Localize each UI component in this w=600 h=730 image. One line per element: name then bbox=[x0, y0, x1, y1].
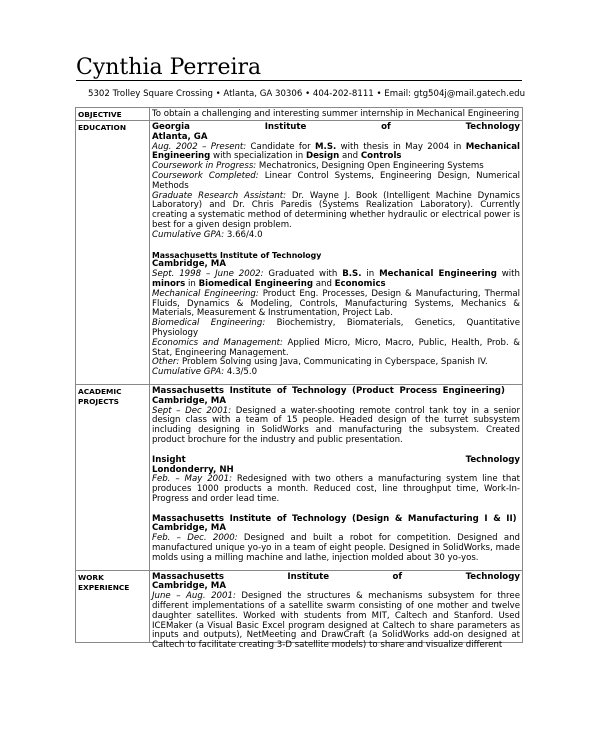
work-experience-content bbox=[150, 570, 523, 651]
work-experience-label: WORK EXPERIENCE bbox=[76, 570, 150, 642]
objective-text bbox=[150, 108, 523, 121]
project-description: Feb. – May 2001: Redesigned with two others a manufacturing system line that produces 1000 products a month. Reduced cost, line throughput time, Work-In-Progress and order lead time. bbox=[152, 474, 520, 504]
project-location: Cambridge, MA bbox=[152, 395, 226, 406]
school-georgia-tech: Georgia Institute of Technology bbox=[152, 122, 520, 132]
work-org: Massachusetts Institute of Technology bbox=[152, 571, 520, 582]
objective-row bbox=[76, 108, 523, 121]
coursework-progress: Coursework in Progress: Mechatronics, Designing Open Engineering Systems bbox=[152, 161, 484, 172]
objective-label: OBJECTIVE bbox=[76, 108, 150, 121]
degree-ms: Aug. 2002 – Present: Candidate for M.S. with thesis in May 2004 in Mechanical Engineering with specialization in Design and Controls bbox=[152, 141, 520, 162]
project-location: Cambridge, MA bbox=[152, 523, 226, 534]
school-location: Cambridge, MA bbox=[152, 259, 226, 270]
gpa-mit: Cumulative GPA: 4.3/5.0 bbox=[152, 367, 258, 378]
project-location: Londonderry, NH bbox=[152, 464, 234, 475]
coursework-bme: Biomedical Engineering: Biochemistry, Biomaterials, Genetics, Quantitative Physiology bbox=[152, 318, 520, 338]
resume-name: Cynthia Perreira bbox=[76, 55, 262, 80]
academic-projects-row bbox=[76, 384, 523, 570]
work-description: June – Aug. 2001: Designed the structures & mechanisms subsystem for three different implementations of a satellite swarm consisting of one mother and twelve daughter satellites. Worked with students from MIT, Caltech and Stanford. Used ICEMaker (a Visual Basic Excel program designed at Caltech to share parameters as inputs and outputs), NetMeeting and DrawCraft (a SolidWorks add-on designed at Caltech to facilitate creating 3-D satellite models) to share and visualize different bbox=[152, 591, 520, 651]
project-description: Feb. – Dec. 2000: Designed and built a robot for competition. Designed and manufactured unique yo-yo in a team of eight people. Designed in SolidWorks, made molds using a milling machine and lathe, injection molded about 30 yo-yos. bbox=[152, 533, 520, 563]
contact-line: 5302 Trolley Square Crossing • Atlanta, GA 30306 • 404-202-8111 • Email: gtg504j@mail.gatech.edu bbox=[88, 89, 526, 99]
gpa-georgia-tech: Cumulative GPA: 3.66/4.0 bbox=[152, 229, 263, 240]
coursework-me: Mechanical Engineering: Product Eng. Processes, Design & Manufacturing, Thermal Fluids, Dynamics & Modeling, Controls, Manufacturing Systems, Mechanics & Materials, Measurement & Instrumentation, Project Lab. bbox=[152, 288, 521, 319]
work-location: Cambridge, MA bbox=[152, 581, 226, 592]
resume-table bbox=[75, 107, 523, 651]
education-label: EDUCATION bbox=[76, 121, 150, 385]
school-mit: Massachusetts Institute of Technology bbox=[152, 250, 322, 260]
name-underline bbox=[76, 80, 522, 81]
coursework-other: Other: Problem Solving using Java, Communicating in Cyberspace, Spanish IV. bbox=[152, 357, 488, 368]
objective-statement: To obtain a challenging and interesting summer internship in Mechanical Engineering bbox=[152, 109, 520, 119]
graduate-research: Graduate Research Assistant: Dr. Wayne J. Book (Intelligent Machine Dynamics Laboratory) and Dr. Chris Paredis (Systems Realization Laboratory). Currently creating a systematic method of determining whether hydraulic or electrical power is best for a given design problem. bbox=[152, 190, 520, 230]
project-org: Insight Technology bbox=[152, 454, 520, 465]
degree-bs: Sept. 1998 – June 2002: Graduated with B.S. in Mechanical Engineering with minors in Biomedical Engineering and Economics bbox=[152, 269, 520, 289]
coursework-econ: Economics and Management: Applied Micro, Micro, Macro, Public, Health, Prob. & Stat, Engineering Management. bbox=[152, 337, 520, 358]
project-org: Massachusetts Institute of Technology (Product Process Engineering) bbox=[152, 385, 505, 396]
academic-projects-content bbox=[150, 384, 523, 570]
coursework-completed: Coursework Completed: Linear Control Systems, Engineering Design, Numerical Methods bbox=[152, 170, 520, 191]
academic-projects-label: ACADEMIC PROJECTS bbox=[76, 384, 150, 570]
school-location: Atlanta, GA bbox=[152, 131, 208, 142]
work-experience-row bbox=[76, 570, 523, 642]
education-content bbox=[150, 121, 523, 385]
education-row bbox=[76, 121, 523, 385]
project-org: Massachusetts Institute of Technology (Design & Manufacturing I & II) bbox=[152, 513, 517, 524]
project-description: Sept – Dec 2001: Designed a water-shooting remote control tank toy in a senior design class with a team of 15 people. Headed design of the turret subsystem including designing in SolidWorks and manufacturing the subsystem. Created product brochure for the industry and public presentation. bbox=[152, 405, 520, 445]
